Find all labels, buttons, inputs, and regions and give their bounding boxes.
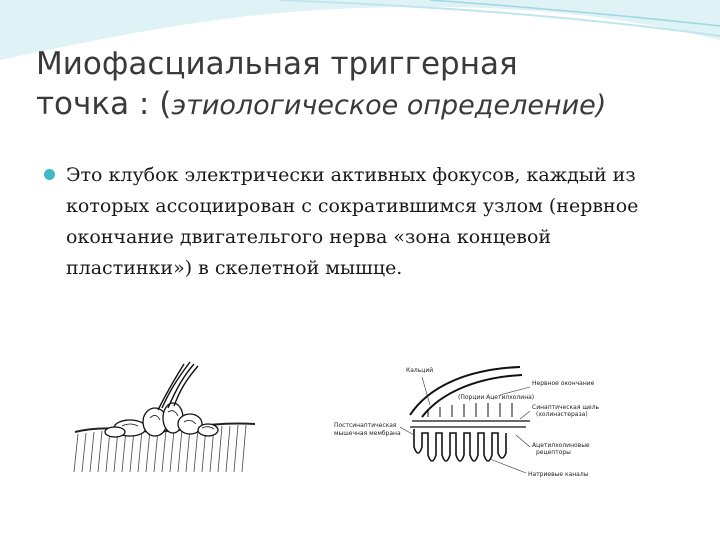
label-cholinesterase: (холинэстераза)	[536, 411, 588, 418]
title-line-1: Миофасциальная триггерная	[36, 46, 518, 82]
slide-title	[36, 44, 696, 126]
bullet-dot-icon	[44, 169, 55, 180]
label-postsynaptic-1: Постсинаптическая	[334, 422, 397, 429]
title-line-2-italic: этиологическое определение)	[171, 90, 607, 121]
muscle-endplate-illustration	[70, 360, 260, 475]
label-sodium-channels: Натриевые каналы	[528, 471, 589, 478]
label-ach-receptors-1: Ацетилхолиновые	[532, 442, 590, 449]
label-acetylcholine-portions: (Порции Ацетилхолина)	[458, 394, 535, 401]
title-line-2-start: точка : (	[36, 86, 172, 122]
label-ach-receptors-2: рецепторы	[536, 449, 571, 456]
label-nerve-ending: Нервное окончание	[532, 380, 595, 387]
label-postsynaptic-2: мышечная мембрана	[334, 430, 401, 437]
label-synaptic-cleft: Синаптическая щель	[532, 404, 600, 411]
bullet-item	[44, 160, 664, 284]
bullet-text: Это клубок электрически активных фокусов, каждый из которых ассоциирован с сократившимся узлом (нервное окончание двигательгого нерва «зона концевой пластинки») в скелетной мышце.	[66, 164, 639, 279]
label-calcium: Кальций	[406, 367, 434, 374]
synapse-diagram	[330, 355, 620, 490]
